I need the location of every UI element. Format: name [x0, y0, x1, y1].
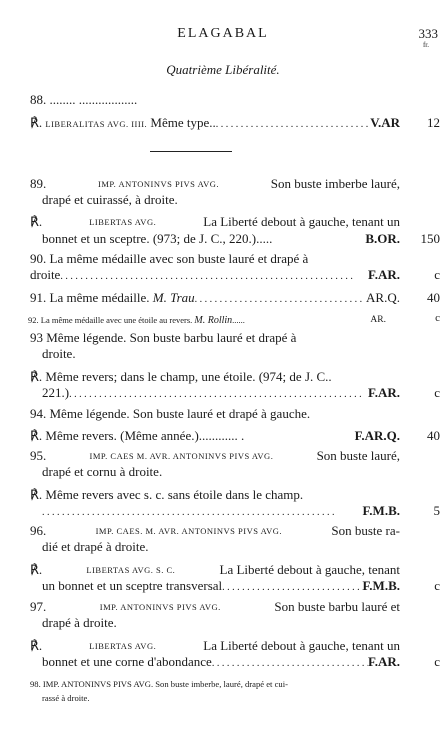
section-title: Quatrième Libéralité.	[166, 62, 280, 77]
metal-code: F.M.B.	[362, 578, 400, 593]
value-89: 150	[420, 231, 440, 246]
metal-code: V.AR	[370, 115, 400, 130]
entry-96-reverse-2: un bonnet et un sceptre transversal . . . F.M.B.	[42, 578, 400, 594]
entry-92: 92. La même médaille avec une étoile au revers. M. Rollin...... AR.	[28, 312, 398, 328]
entry-89-reverse-1: ℟. LIBERTAS AVG. La Liberté debout à gauche, tenant un	[30, 214, 400, 229]
entry-95-line-1: 95. IMP. CAES M. AVR. ANTONINVS PIVS AVG. Son buste lauré,	[30, 448, 400, 463]
entry-97-line-1: 97. IMP. ANTONINVS PIVS AVG. Son buste barbu lauré et	[30, 599, 400, 614]
reverse-symbol: ℟.	[30, 115, 43, 130]
entry-89-line-2: drapé et cuirassé, à droite.	[42, 192, 178, 207]
metal-code: AR.Q.	[366, 290, 400, 305]
value-94: 40	[427, 428, 440, 443]
entry-91: 91. La même médaille. M. Trau . . . AR.Q.	[30, 290, 400, 306]
entry-97-reverse-2: bonnet et une corne d'abondance . . . F.AR.	[42, 654, 400, 670]
metal-code: AR.	[370, 315, 386, 325]
value-97: c	[434, 654, 440, 669]
value-88: 12	[427, 115, 440, 130]
entry-93-reverse-1: ℟. Même revers; dans le champ, une étoile. (974; de J. C..	[30, 369, 332, 384]
value-92: c	[435, 312, 440, 324]
metal-code: F.AR.Q.	[354, 428, 400, 443]
entry-96-line-2: dié et drapé à droite.	[42, 539, 149, 554]
entry-93-line-1: 93 Même légende. Son buste barbu lauré et drapé à	[30, 330, 297, 345]
entry-93-reverse-2: 221.) . . . F.AR.	[42, 385, 400, 401]
section-divider	[150, 151, 232, 152]
metal-code: F.AR.	[367, 267, 400, 282]
metal-code: B.OR.	[365, 231, 400, 246]
entry-95-reverse-1: ℟. Même revers avec s. c. sans étoile dans le champ.	[30, 487, 304, 502]
value-91: 40	[427, 290, 440, 305]
entry-98-line-1: 98. IMP. ANTONINVS PIVS AVG. Son buste imberbe, lauré, drapé et cui-	[30, 679, 288, 689]
entry-90-line-2: droite . . . F.AR.	[30, 267, 400, 283]
entry-94-reverse: ℟. Même revers. (Même année.)............ . F.AR.Q.	[30, 428, 400, 443]
value-96: c	[434, 578, 440, 593]
value-unit: fr.	[422, 41, 429, 49]
entry-89-reverse-2: bonnet et un sceptre. (973; de J. C., 220.)..... B.OR.	[42, 231, 400, 246]
entry-90-line-1: 90. La même médaille avec son buste lauré et drapé à	[30, 251, 309, 266]
entry-97-reverse-1: ℟. LIBERTAS AVG. La Liberté debout à gauche, tenant un	[30, 638, 400, 653]
entry-94-line-1: 94. Même légende. Son buste lauré et drapé à gauche.	[30, 406, 311, 421]
value-93: c	[434, 385, 440, 400]
entry-88-line-1: 88. ........ ..................	[30, 92, 138, 107]
page-number: 333	[418, 26, 438, 41]
entry-93-line-2: droite.	[42, 346, 76, 361]
entry-88-reverse: ℟. LIBERALITAS AVG. IIII. Même type.. . . . V.AR	[30, 115, 400, 131]
entry-89-line-1: 89. IMP. ANTONINVS PIVS AVG. Son buste imberbe lauré,	[30, 176, 400, 191]
entry-96-line-1: 96. IMP. CAES. M. AVR. ANTONINVS PIVS AVG. Son buste ra-	[30, 523, 400, 538]
running-title: ELAGABAL	[177, 26, 269, 41]
entry-95-reverse-2	[42, 503, 400, 519]
entry-95-line-2: drapé et cornu à droite.	[42, 464, 163, 479]
entry-97-line-2: drapé à droite.	[42, 615, 117, 630]
entry-98-line-2: rassé à droite.	[42, 693, 90, 703]
value-95: 5	[433, 503, 440, 518]
metal-code: F.AR.	[367, 654, 400, 669]
value-90: c	[434, 267, 440, 282]
metal-code: F.AR.	[367, 385, 400, 400]
metal-code: F.M.B.	[362, 503, 400, 518]
entry-96-reverse-1: ℟. LIBERTAS AVG. S. C. La Liberté debout à gauche, tenant	[30, 562, 400, 577]
